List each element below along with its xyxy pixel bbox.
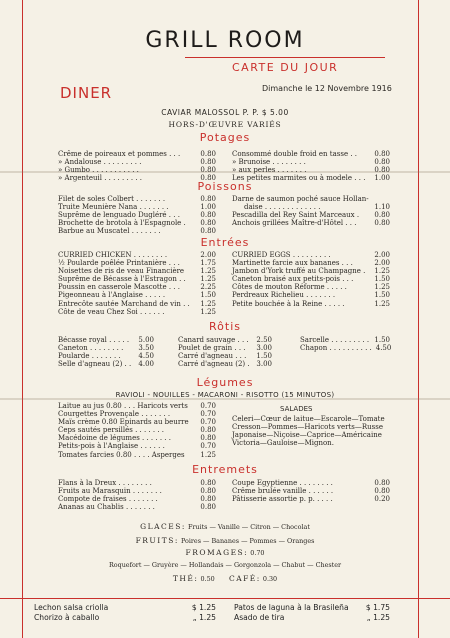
dish-row: Brochette de brotola à l'Espagnole . 0.80: [58, 219, 216, 228]
dish-row: Les petites marmites ou à modele . . . 1.00: [232, 174, 390, 183]
caviar-line: CAVIAR MALOSSOL P. P. $ 5.00: [161, 108, 289, 117]
hors-doeuvre-line: HORS-D'ŒUVRE VARIÉS: [168, 120, 282, 129]
section-rotis: Rôtis: [209, 320, 241, 333]
rotis-col-1: [58, 336, 154, 368]
salad-line: Victoria—Gauloise—Mignon.: [232, 439, 334, 448]
special-row: Patos de laguna à la Brasileña $ 1.75: [234, 603, 390, 612]
dish-row: Pâtisserie assortie p. p. . . . . 0.20: [232, 495, 390, 504]
menu-subtitle: CARTE DU JOUR: [232, 61, 339, 74]
entrees-left: [58, 251, 216, 316]
bottom-red-rule: [0, 598, 450, 599]
salad-line: Cresson—Pommes—Haricots verts—Russe: [232, 423, 383, 432]
section-potages: Potages: [199, 131, 251, 144]
meal-label: DINER: [60, 84, 113, 102]
section-poissons: Poissons: [197, 180, 253, 193]
special-row: Asado de tira „ 1.25: [234, 613, 390, 622]
dish-row: Selle d'agneau (2) . . 4.00: [58, 360, 154, 369]
dish-row: Darne de saumon poché sauce Hollan-: [232, 195, 369, 203]
dish-row: Ananas au Chablis . . . . . . . 0.80: [58, 503, 216, 512]
legumes-left: [58, 402, 216, 459]
dish-row: Suprême de Bécasse à l'Estragon . . 1.25: [58, 275, 216, 284]
rotis-col-2: [178, 336, 272, 368]
specials-left: [34, 603, 216, 623]
menu-title: GRILL ROOM: [145, 28, 305, 53]
dish-row: Côtes de mouton Réforme . . . . . 1.25: [232, 283, 390, 292]
dish-row: Crême brulée vanille . . . . . . 0.80: [232, 487, 390, 496]
potages-right: [232, 150, 390, 182]
dish-row: Noisettes de ris de veau Financière 1.25: [58, 267, 216, 276]
dish-row: Laitue au jus 0.80 . . . Haricots verts 0.70: [58, 402, 216, 410]
salades-list: [232, 415, 390, 447]
dish-row: Chapon . . . . . . . . . . 4.50: [300, 344, 392, 353]
dish-row: Barbue au Muscatel . . . . . . . 0.80: [58, 227, 216, 236]
dish-row: » Andalouse . . . . . . . . . 0.80: [58, 158, 216, 167]
dish-row: Ceps sautés persillés . . . . . . . 0.80: [58, 426, 216, 435]
dish-row: » Brunoise . . . . . . . . 0.80: [232, 158, 390, 167]
dish-row: Caneton braisé aux petits-pois . . . 1.50: [232, 275, 390, 284]
dish-row: Poularde . . . . . . . 4.50: [58, 352, 154, 361]
dish-row: Coupe Egyptienne . . . . . . . . 0.80: [232, 479, 390, 487]
dish-row: Perdreaux Richelieu . . . . . . . 1.50: [232, 291, 390, 300]
dish-row: Macédoine de légumes . . . . . . . 0.80: [58, 434, 216, 443]
dish-row: Tomates farcies 0.80 . . . . Asperges 1.25: [58, 450, 216, 459]
dish-row: Courgettes Provençale . . . . . . . 0.70: [58, 410, 216, 419]
fruits-line: FRUITS: Poires — Bananes — Pommes — Oranges: [135, 536, 315, 545]
section-entremets: Entremets: [192, 463, 258, 476]
dish-row: Pigeonneau à l'Anglaise . . . . . 1.50: [58, 291, 216, 300]
entrees-right: [232, 251, 390, 308]
dish-row: Bécasse royal . . . . . 5.00: [58, 336, 154, 344]
poissons-right: [232, 195, 390, 227]
dish-row: Compote de fraises . . . . . . . 0.80: [58, 495, 216, 504]
dish-row: Carré d'agneau (2) . 3.00: [178, 360, 272, 369]
salad-line: Celeri—Cœur de laitue—Escarole—Tomate: [232, 415, 385, 423]
dish-row: Carré d'agneau . . . 1.50: [178, 352, 272, 361]
dish-row: Filet de soles Colbert . . . . . . . 0.80: [58, 195, 216, 203]
dish-row: Martinette farcie aux bananes . . . 2.00: [232, 259, 390, 268]
dish-row: Petite bouchée à la Reine . . . . . 1.25: [232, 299, 390, 308]
dish-row: Canard sauvage . . . 2.50: [178, 336, 272, 344]
dish-row: ½ Poularde poêlée Printanière . . . 1.75: [58, 259, 216, 268]
dish-row: daise . . . . . . . . . . . . . 1.10: [244, 203, 390, 212]
dish-row: Fruits au Marasquin . . . . . . . 0.80: [58, 487, 216, 496]
dish-row: Caneton . . . . . . . . 3.50: [58, 344, 154, 353]
dish-row: Consommé double froid en tasse . . 0.80: [232, 150, 390, 158]
entremets-right: [232, 479, 390, 503]
the-cafe-line: THÉ: 0.50 CAFÉ: 0.30: [172, 574, 278, 583]
dish-row: Petits-pois à l'Anglaise . . . . . . 0.70: [58, 442, 216, 451]
title-underline: [185, 57, 385, 58]
section-entrees: Entrées: [200, 236, 250, 249]
special-row: Chorizo à caballo „ 1.25: [34, 613, 216, 622]
dish-row: Poulet de grain . . . 3.00: [178, 344, 272, 353]
dish-row: Jambon d'York truffé au Champagne . 1.25: [232, 267, 390, 276]
dish-row: Côte de veau Chez Soi . . . . . . 1.25: [58, 307, 216, 316]
dish-row: Poussin en casserole Mascotte . . . 2.25: [58, 283, 216, 292]
dish-row: Flans à la Dreux . . . . . . . . 0.80: [58, 479, 216, 487]
dish-row: Sarcelle . . . . . . . . . 1.50: [300, 336, 390, 344]
fromages-line: FROMAGES: 0.70: [185, 548, 265, 557]
dish-row: » Argenteuil . . . . . . . . . 0.80: [58, 174, 216, 183]
special-row: Lechon salsa criolla $ 1.25: [34, 603, 216, 612]
salad-line: Japonaise—Niçoise—Caprice—Américaine: [232, 431, 382, 440]
dish-row: CURRIED CHICKEN . . . . . . . . 2.00: [58, 251, 216, 259]
fromages-list: Roquefort — Gruyère — Hollandais — Gorgonzola — Chabut — Chester: [108, 561, 342, 569]
section-legumes: Légumes: [196, 376, 254, 389]
dish-row: Maïs crème 0.80 Epinards au beurre 0.70: [58, 418, 216, 427]
salades-heading: SALADES: [280, 405, 313, 413]
specials-right: [234, 603, 390, 623]
dish-row: » Gumbo . . . . . . . . . . . 0.80: [58, 166, 216, 175]
dish-row: Pescadilla del Rey Saint Marceaux . 0.80: [232, 211, 390, 220]
dish-row: Suprême de lenguado Dugléré . . . 0.80: [58, 211, 216, 220]
dish-row: Entrecôte sautée Marchand de vin . . 1.25: [58, 299, 216, 308]
entremets-left: [58, 479, 216, 511]
menu-date: Dimanche le 12 Novembre 1916: [262, 84, 392, 93]
potages-left: [58, 150, 216, 182]
dish-row: Crême de poireaux et pommes . . . 0.80: [58, 150, 216, 158]
glaces-line: GLACES: Fruits — Vanille — Citron — Chocolat: [140, 522, 310, 531]
poissons-left: [58, 195, 216, 235]
dish-row: » aux perles . . . . . . . 0.80: [232, 166, 390, 175]
dish-row: Anchois grillées Maître-d'Hôtel . . . 0.80: [232, 219, 390, 228]
dish-row: Truite Meunière Nana . . . . . . . 1.00: [58, 203, 216, 212]
pasta-line: RAVIOLI - NOUILLES - MACARONI - RISOTTO (15 MINUTOS): [115, 391, 335, 399]
dish-row: CURRIED EGGS . . . . . . . . . 2.00: [232, 251, 390, 259]
rotis-col-3: [300, 336, 390, 352]
